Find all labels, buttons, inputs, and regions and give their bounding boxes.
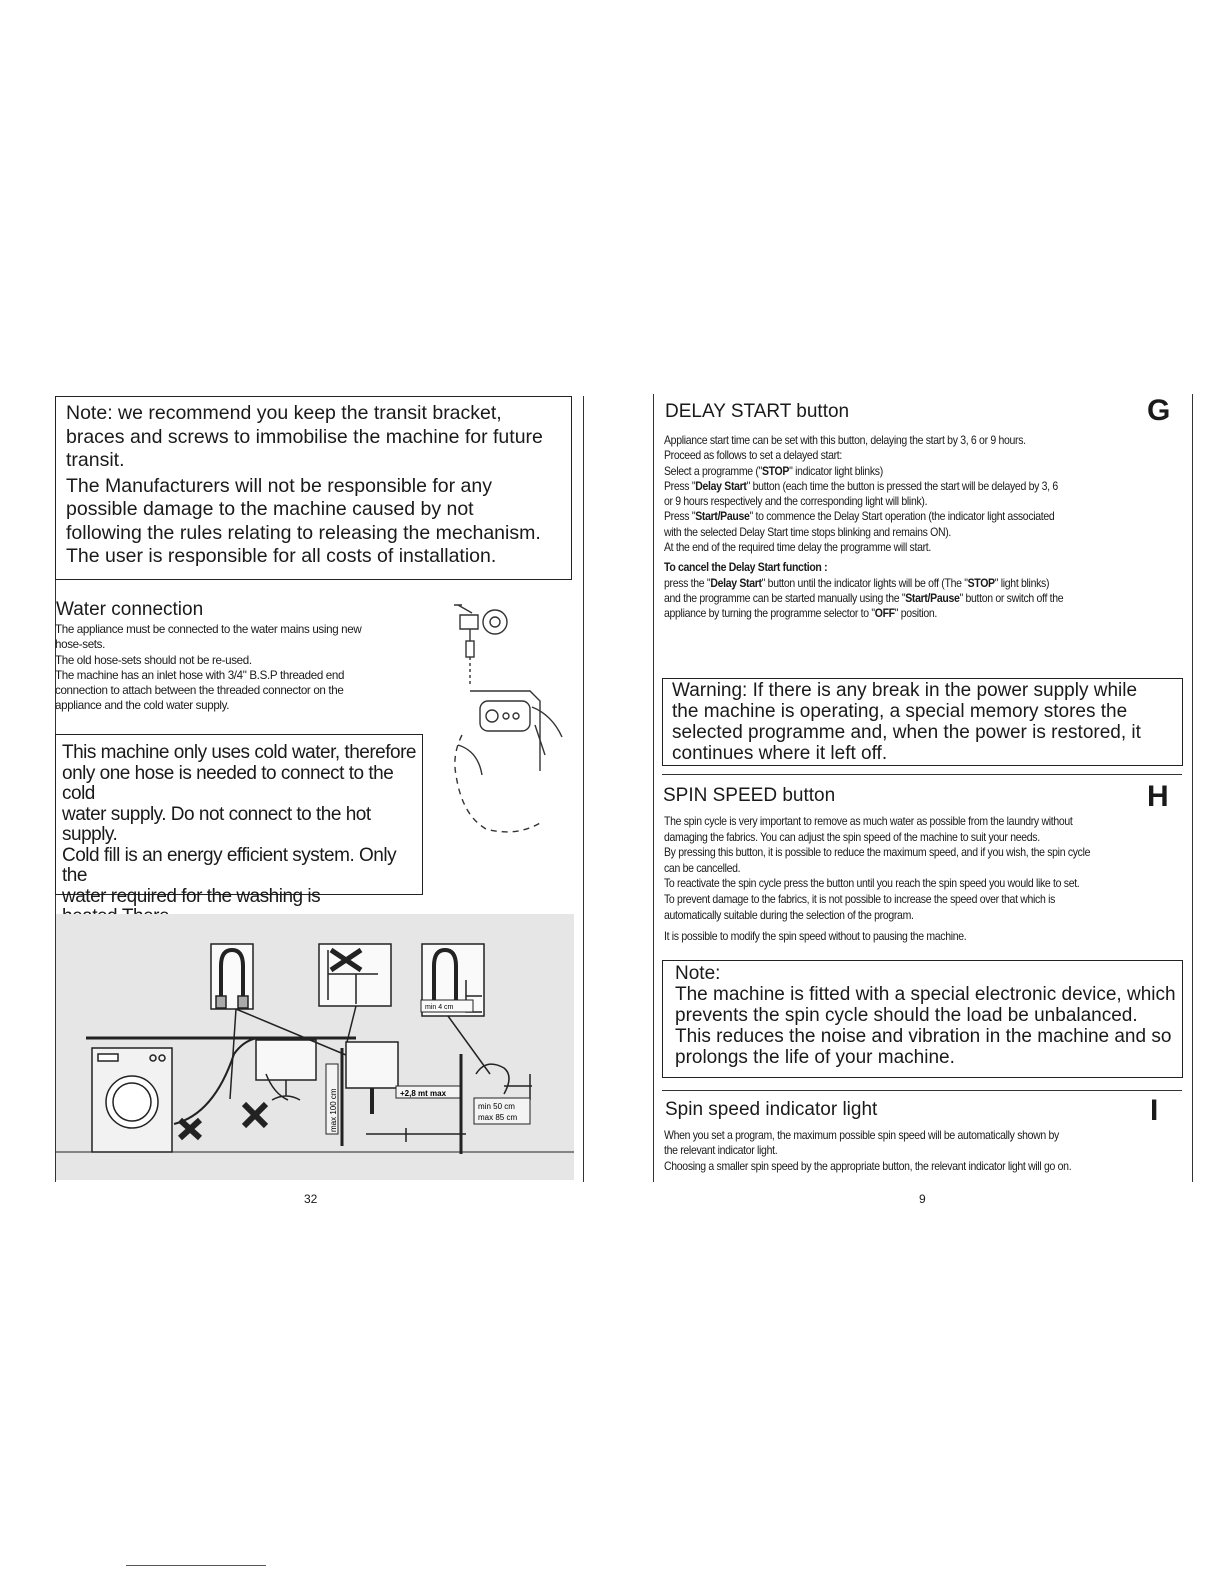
delay-start-title: DELAY START button [665, 401, 850, 422]
indicator-line: the relevant indicator light. [664, 1144, 778, 1158]
indicator-line: Choosing a smaller spin speed by the appropriate button, the relevant indicator light will go on. [664, 1159, 1072, 1173]
installation-diagram [56, 914, 574, 1180]
transit-note-line: transit. [66, 449, 125, 471]
transit-note-line: The user is responsible for all costs of installation. [66, 545, 497, 567]
spin-line: To reactivate the spin cycle press the button until you reach the spin speed you would like to set. [664, 877, 1080, 891]
spin-speed-letter: H [1147, 780, 1169, 813]
delay-line: Select a programme ("STOP" indicator light blinks) [664, 464, 883, 478]
delay-line: Proceed as follows to set a delayed start: [664, 449, 843, 463]
diagram-label-max85: max 85 cm [478, 1113, 518, 1122]
transit-note-line: Note: we recommend you keep the transit bracket, [66, 402, 502, 424]
cold-water-line: Cold fill is an energy efficient system. Only the [62, 844, 397, 886]
spin-line: damaging the fabrics. You can adjust the spin speed of the machine to suit your needs. [664, 830, 1040, 844]
device-note-line: prevents the spin cycle should the load be unbalanced. [675, 1005, 1138, 1026]
cold-water-line: water supply. Do not connect to the hot supply. [62, 803, 371, 845]
left-page-number: 32 [304, 1192, 318, 1206]
spin-line: By pressing this button, it is possible to reduce the maximum speed, and if you wish, the spin cycle [664, 846, 1091, 860]
transit-note-line: possible damage to the machine caused by not [66, 498, 474, 520]
power-warning-box [662, 678, 1183, 766]
warning-line: the machine is operating, a special memory stores the [672, 701, 1128, 722]
electronic-device-note-box [662, 960, 1183, 1078]
cancel-title: To cancel the Delay Start function : [664, 561, 828, 575]
water-connection-line: connection to attach between the threaded connector on the [55, 684, 344, 698]
water-connection-line: hose-sets. [55, 638, 105, 652]
spin-speed-text [664, 814, 1184, 945]
right-page-left-rule [653, 394, 654, 1182]
transit-note-line: braces and screws to immobilise the machine for future [66, 425, 543, 448]
warning-line: continues where it left off. [672, 743, 888, 764]
device-note-line: This reduces the noise and vibration in the machine and so [675, 1026, 1172, 1047]
delay-start-letter: G [1147, 394, 1171, 427]
delay-line: At the end of the required time delay the programme will start. [664, 541, 931, 555]
delay-start-text [664, 433, 1184, 622]
spin-line: The spin cycle is very important to remove as much water as possible from the laundry without [664, 815, 1073, 828]
spin-indicator-letter: I [1150, 1094, 1159, 1127]
warning-line: selected programme and, when the power is restored, it [672, 722, 1141, 743]
water-connection-line: The machine has an inlet hose with 3/4" B.S.P threaded end [55, 668, 345, 682]
cancel-line: appliance by turning the programme selector to "OFF" position. [664, 607, 938, 621]
delay-line: or 9 hours respectively and the corresponding light will blink). [664, 495, 928, 509]
tap-hose-illustration [440, 595, 570, 835]
spin-speed-divider [662, 774, 1182, 775]
right-page-number: 9 [919, 1192, 926, 1206]
footnote-rule [126, 1565, 266, 1566]
cancel-line: press the "Delay Start" button until the indicator lights will be off (The "STOP" light blinks) [664, 576, 1050, 590]
water-connection-line: The appliance must be connected to the water mains using new [55, 623, 362, 636]
installation-diagram-drawing [56, 914, 574, 1180]
delay-line: Press "Delay Start" button (each time the button is pressed the start will be delayed by 3, 6 [664, 479, 1058, 493]
spin-indicator-text [664, 1128, 1184, 1174]
spin-line: To prevent damage to the fabrics, it is not possible to increase the speed over that which is [664, 892, 1056, 906]
water-connection-title: Water connection [56, 599, 204, 620]
cold-water-line: only one hose is needed to connect to the cold [62, 762, 394, 804]
spin-line: It is possible to modify the spin speed without to pausing the machine. [664, 930, 967, 944]
diagram-label-max2-8: +2,8 mt max [400, 1089, 447, 1098]
water-connection-line: appliance and the cold water supply. [55, 699, 230, 713]
transit-note-line: following the rules relating to releasing the mechanism. [66, 521, 541, 544]
spin-indicator-divider [662, 1090, 1182, 1091]
cold-water-line: This machine only uses cold water, therefore [62, 742, 416, 763]
transit-note-line: The Manufacturers will not be responsible for any [66, 474, 492, 497]
water-connection-text [55, 622, 445, 714]
device-note-line: prolongs the life of your machine. [675, 1047, 955, 1068]
delay-line: with the selected Delay Start time stops blinking and remains ON). [664, 525, 952, 539]
diagram-label-min4: min 4 cm [425, 1004, 454, 1011]
spin-indicator-title: Spin speed indicator light [665, 1099, 878, 1120]
device-note-line: The machine is fitted with a special electronic device, which [675, 984, 1176, 1005]
spin-line: can be cancelled. [664, 861, 741, 875]
cold-water-line: water required for the washing is [62, 885, 321, 907]
device-note-line: Note: [675, 963, 721, 984]
spin-speed-title: SPIN SPEED button [663, 785, 836, 806]
left-page-right-rule [583, 396, 584, 1182]
delay-line: Press "Start/Pause" to commence the Delay Start operation (the indicator light associated [664, 510, 1055, 524]
delay-line: Appliance start time can be set with this button, delaying the start by 3, 6 or 9 hours. [664, 434, 1026, 447]
diagram-label-max100: max 100 cm [329, 1088, 338, 1132]
right-page-right-rule [1192, 394, 1193, 1182]
transit-note-box [55, 396, 572, 580]
warning-line: Warning: If there is any break in the power supply while [672, 680, 1138, 701]
diagram-label-min50: min 50 cm [478, 1102, 515, 1111]
spin-line: automatically suitable during the selection of the program. [664, 908, 914, 922]
indicator-line: When you set a program, the maximum possible spin speed will be automatically shown by [664, 1129, 1059, 1142]
cold-water-box [55, 734, 423, 907]
water-connection-line: The old hose-sets should not be re-used. [55, 653, 252, 667]
cancel-line: and the programme can be started manually using the "Start/Pause" button or switch off the [664, 591, 1064, 605]
